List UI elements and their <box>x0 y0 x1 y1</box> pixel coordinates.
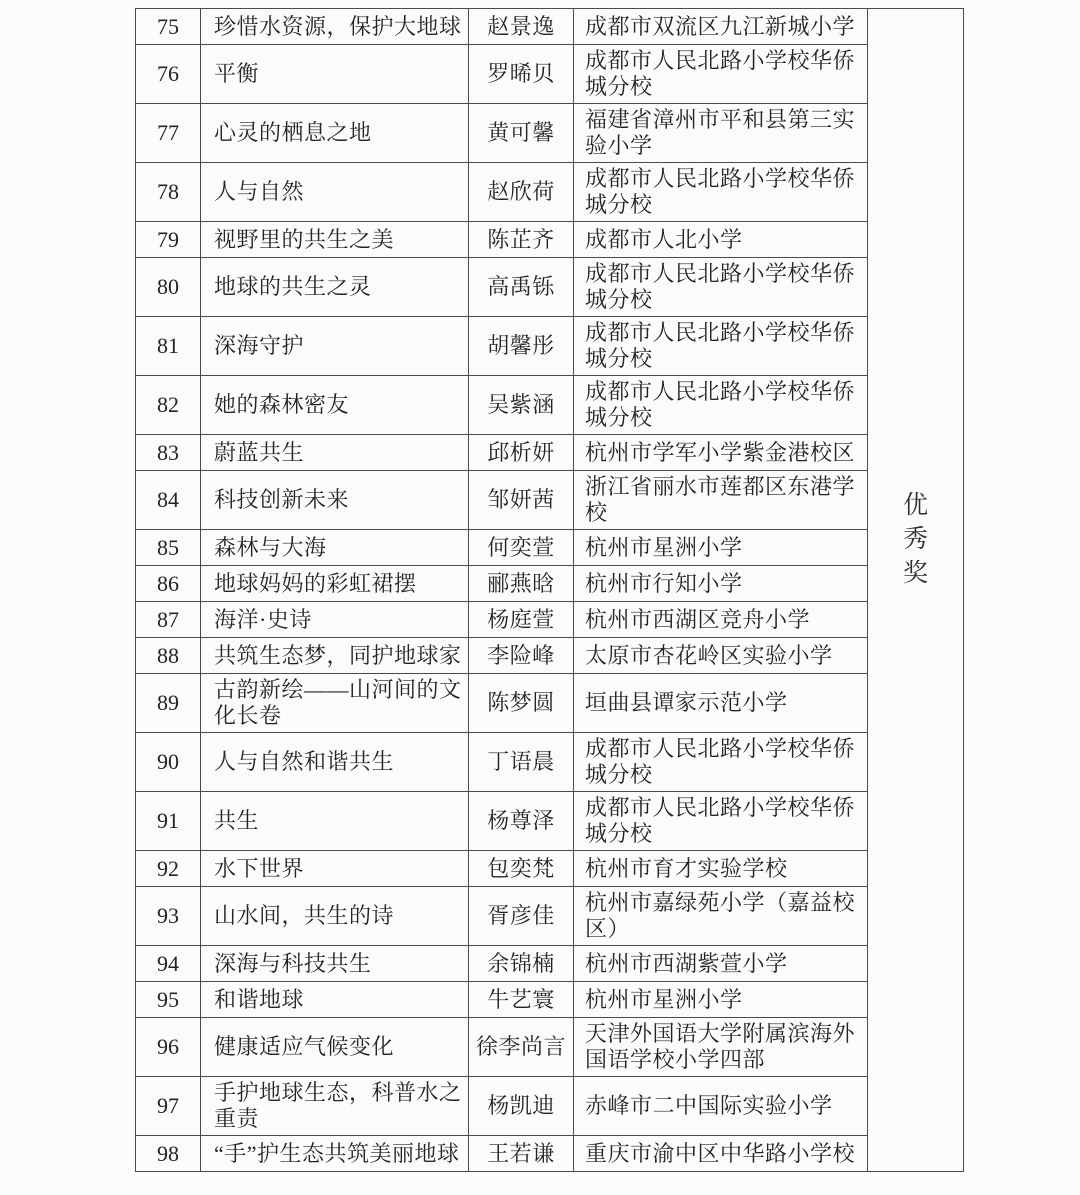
school-name: 成都市人北小学 <box>574 222 868 258</box>
author-name: 徐李尚言 <box>469 1018 574 1077</box>
artwork-title: 深海与科技共生 <box>201 946 469 982</box>
row-number: 88 <box>136 638 201 674</box>
row-number: 83 <box>136 435 201 471</box>
artwork-title: 蔚蓝共生 <box>201 435 469 471</box>
school-name: 浙江省丽水市莲都区东港学校 <box>574 471 868 530</box>
artwork-title: 共生 <box>201 792 469 851</box>
school-name: 赤峰市二中国际实验小学 <box>574 1077 868 1136</box>
school-name: 垣曲县谭家示范小学 <box>574 674 868 733</box>
table-row <box>136 982 964 1018</box>
award-label: 优秀奖 <box>902 492 928 587</box>
author-name: 胡馨彤 <box>469 317 574 376</box>
table-row <box>136 45 964 104</box>
school-name: 成都市人民北路小学校华侨城分校 <box>574 733 868 792</box>
table-row <box>136 674 964 733</box>
author-name: 罗晞贝 <box>469 45 574 104</box>
school-name: 杭州市西湖区竞舟小学 <box>574 602 868 638</box>
author-name: 邹妍茜 <box>469 471 574 530</box>
row-number: 89 <box>136 674 201 733</box>
artwork-title: 心灵的栖息之地 <box>201 104 469 163</box>
row-number: 92 <box>136 851 201 887</box>
table-row <box>136 792 964 851</box>
school-name: 福建省漳州市平和县第三实验小学 <box>574 104 868 163</box>
row-number: 80 <box>136 258 201 317</box>
row-number: 79 <box>136 222 201 258</box>
row-number: 95 <box>136 982 201 1018</box>
table-row <box>136 602 964 638</box>
author-name: 杨庭萱 <box>469 602 574 638</box>
artwork-title: 人与自然 <box>201 163 469 222</box>
row-number: 96 <box>136 1018 201 1077</box>
school-name: 杭州市育才实验学校 <box>574 851 868 887</box>
author-name: 杨尊泽 <box>469 792 574 851</box>
row-number: 94 <box>136 946 201 982</box>
artwork-title: 科技创新未来 <box>201 471 469 530</box>
row-number: 98 <box>136 1136 201 1172</box>
table-row <box>136 222 964 258</box>
school-name: 成都市人民北路小学校华侨城分校 <box>574 45 868 104</box>
artwork-title: 视野里的共生之美 <box>201 222 469 258</box>
school-name: 成都市人民北路小学校华侨城分校 <box>574 163 868 222</box>
row-number: 85 <box>136 530 201 566</box>
table-row <box>136 376 964 435</box>
artwork-title: 和谐地球 <box>201 982 469 1018</box>
school-name: 杭州市星洲小学 <box>574 982 868 1018</box>
author-name: 胥彦佳 <box>469 887 574 946</box>
school-name: 成都市人民北路小学校华侨城分校 <box>574 376 868 435</box>
artwork-title: 手护地球生态，科普水之重责 <box>201 1077 469 1136</box>
row-number: 97 <box>136 1077 201 1136</box>
table-row <box>136 1077 964 1136</box>
row-number: 90 <box>136 733 201 792</box>
artwork-title: 地球妈妈的彩虹裙摆 <box>201 566 469 602</box>
author-name: 李险峰 <box>469 638 574 674</box>
row-number: 81 <box>136 317 201 376</box>
school-name: 成都市人民北路小学校华侨城分校 <box>574 317 868 376</box>
artwork-title: 山水间，共生的诗 <box>201 887 469 946</box>
author-name: 陈芷齐 <box>469 222 574 258</box>
table-row <box>136 851 964 887</box>
artwork-title: 古韵新绘——山河间的文化长卷 <box>201 674 469 733</box>
row-number: 93 <box>136 887 201 946</box>
table-row <box>136 9 964 45</box>
row-number: 86 <box>136 566 201 602</box>
row-number: 84 <box>136 471 201 530</box>
artwork-title: 地球的共生之灵 <box>201 258 469 317</box>
school-name: 成都市双流区九江新城小学 <box>574 9 868 45</box>
artwork-title: 森林与大海 <box>201 530 469 566</box>
table-row <box>136 1018 964 1077</box>
artwork-title: “手”护生态共筑美丽地球 <box>201 1136 469 1172</box>
table-row <box>136 471 964 530</box>
table-row <box>136 566 964 602</box>
author-name: 黄可馨 <box>469 104 574 163</box>
school-name: 杭州市学军小学紫金港校区 <box>574 435 868 471</box>
row-number: 77 <box>136 104 201 163</box>
table-row <box>136 104 964 163</box>
school-name: 杭州市西湖紫萱小学 <box>574 946 868 982</box>
author-name: 杨凯迪 <box>469 1077 574 1136</box>
row-number: 78 <box>136 163 201 222</box>
table-row <box>136 946 964 982</box>
artwork-title: 健康适应气候变化 <box>201 1018 469 1077</box>
school-name: 重庆市渝中区中华路小学校 <box>574 1136 868 1172</box>
school-name: 杭州市嘉绿苑小学（嘉益校区） <box>574 887 868 946</box>
author-name: 包奕梵 <box>469 851 574 887</box>
row-number: 75 <box>136 9 201 45</box>
table-row <box>136 638 964 674</box>
award-table <box>135 8 964 1172</box>
author-name: 吴紫涵 <box>469 376 574 435</box>
author-name: 高禹铄 <box>469 258 574 317</box>
artwork-title: 珍惜水资源，保护大地球 <box>201 9 469 45</box>
author-name: 陈梦圆 <box>469 674 574 733</box>
award-cell <box>868 9 964 1172</box>
row-number: 91 <box>136 792 201 851</box>
school-name: 成都市人民北路小学校华侨城分校 <box>574 792 868 851</box>
school-name: 成都市人民北路小学校华侨城分校 <box>574 258 868 317</box>
author-name: 郦燕晗 <box>469 566 574 602</box>
author-name: 赵景逸 <box>469 9 574 45</box>
artwork-title: 人与自然和谐共生 <box>201 733 469 792</box>
school-name: 太原市杏花岭区实验小学 <box>574 638 868 674</box>
author-name: 牛艺寰 <box>469 982 574 1018</box>
table-row <box>136 733 964 792</box>
school-name: 天津外国语大学附属滨海外国语学校小学四部 <box>574 1018 868 1077</box>
author-name: 赵欣荷 <box>469 163 574 222</box>
artwork-title: 她的森林密友 <box>201 376 469 435</box>
artwork-title: 共筑生态梦，同护地球家 <box>201 638 469 674</box>
author-name: 何奕萱 <box>469 530 574 566</box>
table-row <box>136 163 964 222</box>
table-row <box>136 317 964 376</box>
row-number: 76 <box>136 45 201 104</box>
author-name: 王若谦 <box>469 1136 574 1172</box>
school-name: 杭州市行知小学 <box>574 566 868 602</box>
artwork-title: 水下世界 <box>201 851 469 887</box>
school-name: 杭州市星洲小学 <box>574 530 868 566</box>
author-name: 余锦楠 <box>469 946 574 982</box>
artwork-title: 平衡 <box>201 45 469 104</box>
author-name: 邱析妍 <box>469 435 574 471</box>
row-number: 82 <box>136 376 201 435</box>
author-name: 丁语晨 <box>469 733 574 792</box>
table-row <box>136 1136 964 1172</box>
table-row <box>136 887 964 946</box>
table-row <box>136 530 964 566</box>
table-row <box>136 435 964 471</box>
row-number: 87 <box>136 602 201 638</box>
artwork-title: 海洋·史诗 <box>201 602 469 638</box>
artwork-title: 深海守护 <box>201 317 469 376</box>
table-row <box>136 258 964 317</box>
